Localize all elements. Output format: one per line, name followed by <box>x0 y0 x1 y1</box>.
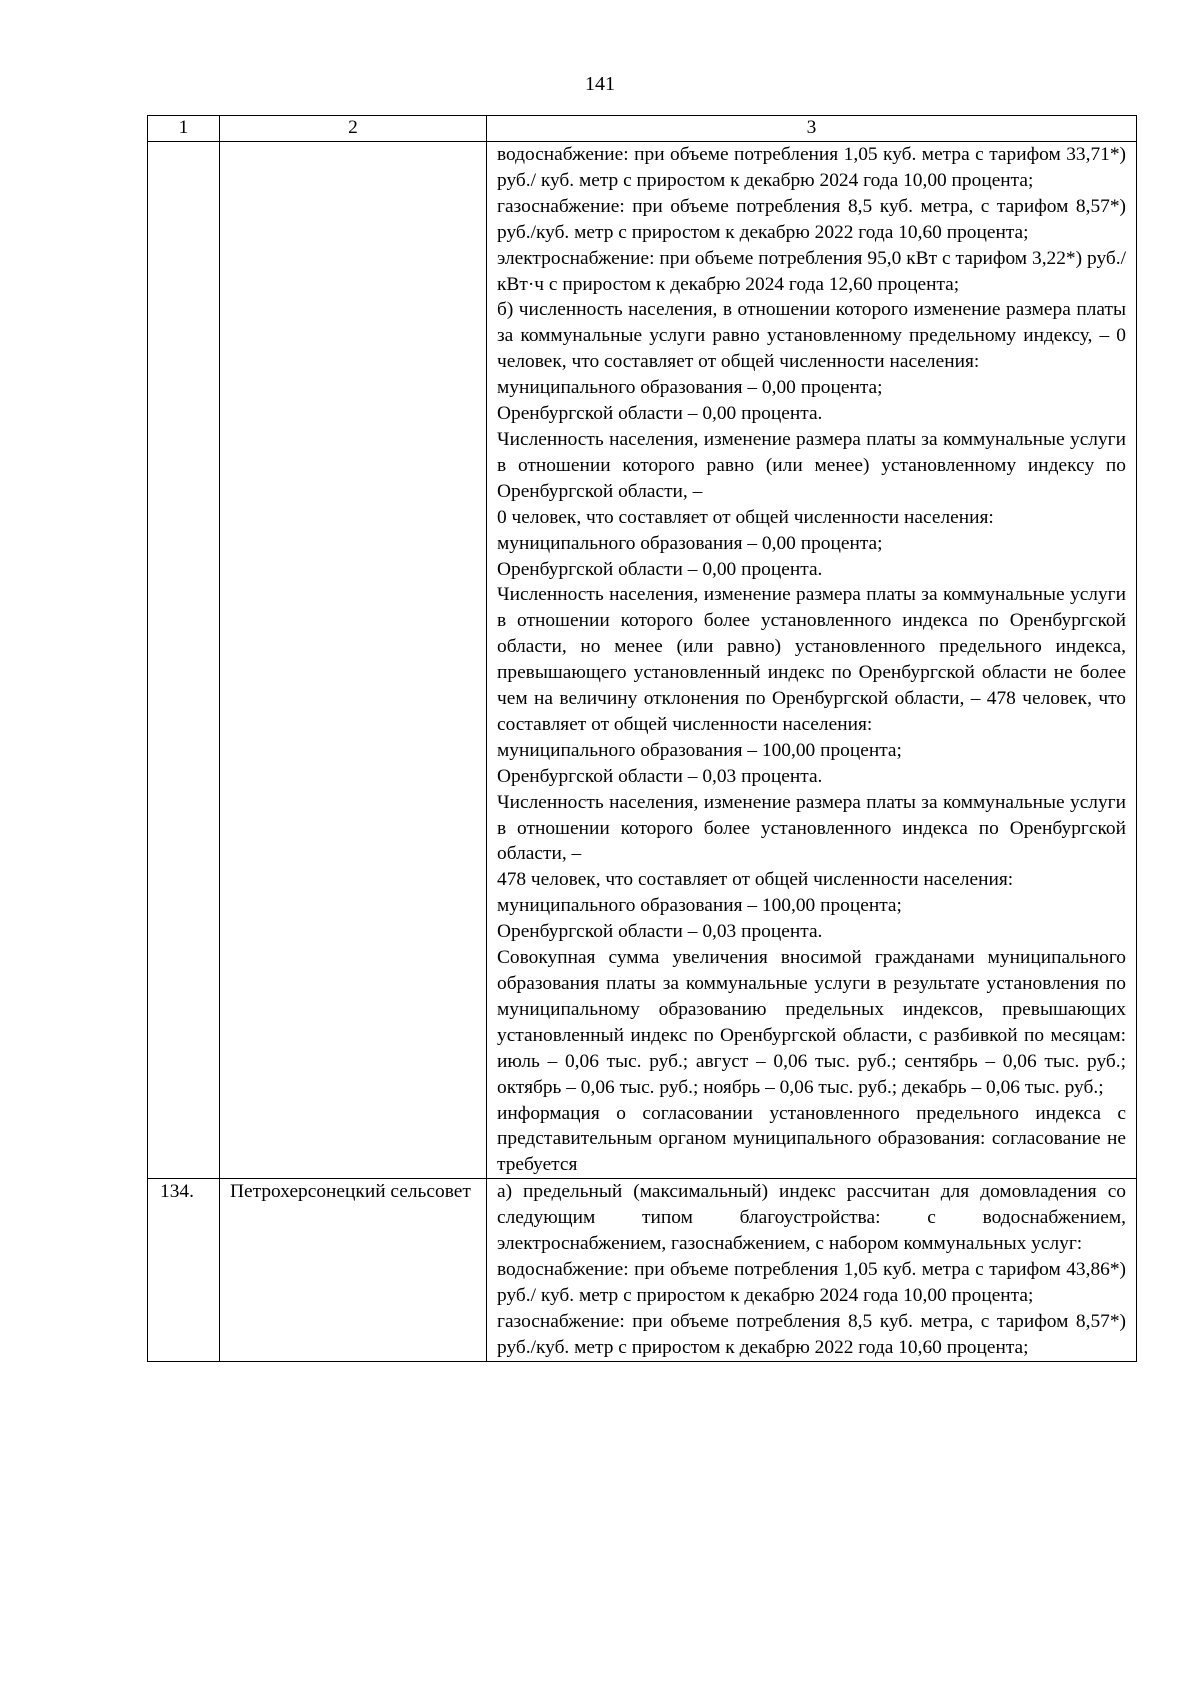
table-row <box>148 142 1137 1179</box>
description-paragraph: газоснабжение: при объеме потребления 8,5 куб. метра, с тарифом 8,57*) руб./куб. метр с приростом к декабрю 2022 года 10,60 процента; <box>497 1310 1126 1358</box>
column-header-2: 2 <box>220 116 487 142</box>
table-header-row <box>148 116 1137 142</box>
description-paragraph: б) численность населения, в отношении которого изменение размера платы за коммунальные услуги равно установленному предельному индексу, – 0 человек, что составляет от общей численности населения: <box>497 299 1126 373</box>
municipality-name-cell: Петрохерсонецкий сельсовет <box>220 1179 487 1361</box>
column-header-1: 1 <box>148 116 220 142</box>
description-paragraph: Численность населения, изменение размера платы за коммунальные услуги в отношении которого более установленного индекса по Оренбургской области, – <box>497 791 1126 865</box>
description-paragraph: электроснабжение: при объеме потребления 95,0 кВт с тарифом 3,22*) руб./кВт·ч с приростом к декабрю 2024 года 12,60 процента; <box>497 247 1126 295</box>
description-paragraph: Оренбургской области – 0,03 процента. <box>497 921 823 943</box>
description-paragraph: Оренбургской области – 0,00 процента. <box>497 558 823 580</box>
description-paragraph: 478 человек, что составляет от общей численности населения: <box>497 869 1014 891</box>
description-paragraph: 0 человек, что составляет от общей численности населения: <box>497 506 994 528</box>
document-table <box>147 115 1137 1362</box>
page-number: 141 <box>585 73 615 95</box>
description-paragraph: водоснабжение: при объеме потребления 1,05 куб. метра с тарифом 33,71*) руб./ куб. метр с приростом к декабрю 2024 года 10,00 процента; <box>497 144 1126 191</box>
description-paragraph: Оренбургской области – 0,00 процента. <box>497 403 823 425</box>
description-paragraph: муниципального образования – 0,00 процента; <box>497 532 883 554</box>
municipality-name-cell <box>220 142 487 1179</box>
description-paragraph: Оренбургской области – 0,03 процента. <box>497 765 823 787</box>
description-paragraph: информация о согласовании установленного предельного индекса с представительным органом муниципального образования: согласование не требуется <box>497 1102 1126 1176</box>
description-paragraph: водоснабжение: при объеме потребления 1,05 куб. метра с тарифом 43,86*) руб./ куб. метр с приростом к декабрю 2024 года 10,00 процента; <box>497 1258 1126 1306</box>
description-paragraph: Совокупная сумма увеличения вносимой гражданами муниципального образования платы за коммунальные услуги в результате установления по муниципальному образованию предельных индексов, превышающих установленный индекс по Оренбургской области, с разбивкой по месяцам: июль – 0,06 тыс. руб.; август – 0,06 тыс. руб.; сентябрь – 0,06 тыс. руб.; октябрь – 0,06 тыс. руб.; ноябрь – 0,06 тыс. руб.; декабрь – 0,06 тыс. руб.; <box>497 947 1126 1098</box>
description-paragraph: муниципального образования – 0,00 процента; <box>497 377 883 399</box>
description-paragraph: муниципального образования – 100,00 процента; <box>497 739 902 761</box>
description-paragraph: Численность населения, изменение размера платы за коммунальные услуги в отношении которого равно (или менее) установленному индексу по Оренбургской области, – <box>497 428 1126 502</box>
description-cell <box>487 1179 1137 1361</box>
description-cell <box>487 142 1137 1179</box>
description-paragraph: а) предельный (максимальный) индекс рассчитан для домовладения со следующим типом благоустройства: с водоснабжением, электроснабжением, газоснабжением, с набором коммунальных услуг: <box>497 1181 1126 1255</box>
row-number-cell <box>148 142 220 1179</box>
description-paragraph: муниципального образования – 100,00 процента; <box>497 895 902 917</box>
column-header-3: 3 <box>487 116 1137 142</box>
description-paragraph: газоснабжение: при объеме потребления 8,5 куб. метра, с тарифом 8,57*) руб./куб. метр с приростом к декабрю 2022 года 10,60 процента; <box>497 195 1126 243</box>
description-paragraph: Численность населения, изменение размера платы за коммунальные услуги в отношении которого более установленного индекса по Оренбургской области, но менее (или равно) установленного предельного индекса, превышающего установленный индекс по Оренбургской области не более чем на величину отклонения по Оренбургской области, – 478 человек, что составляет от общей численности населения: <box>497 584 1126 735</box>
table-row <box>148 1179 1137 1361</box>
row-number-cell: 134. <box>148 1179 220 1361</box>
